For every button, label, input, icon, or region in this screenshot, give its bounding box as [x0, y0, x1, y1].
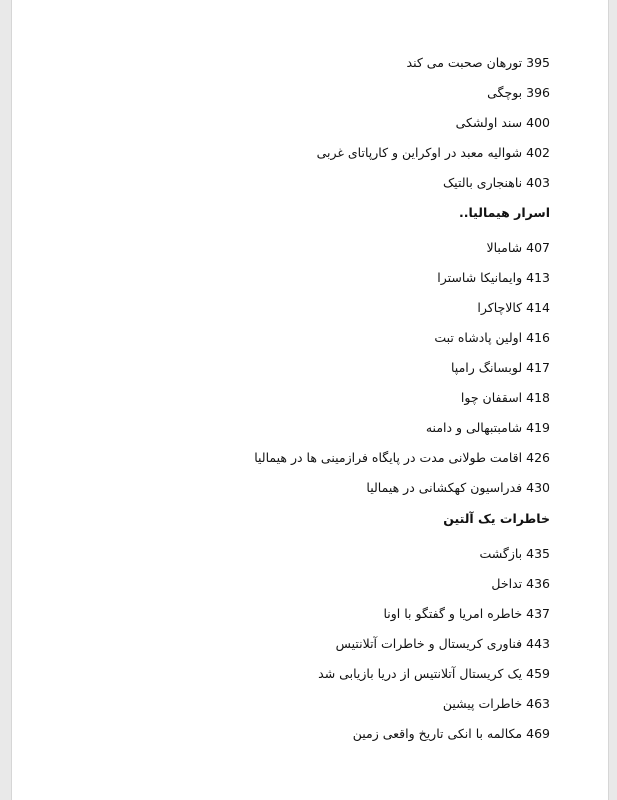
toc-page-number: 403 — [526, 175, 550, 190]
toc-entry — [486, 239, 550, 257]
toc-title: شامبتبهالی و دامنه — [425, 420, 523, 435]
toc-entry — [407, 54, 550, 72]
toc-entry — [383, 605, 550, 623]
toc-entry — [456, 114, 550, 132]
toc-entry — [434, 329, 550, 347]
toc-section-heading — [443, 510, 550, 528]
toc-entry — [477, 299, 550, 317]
toc-title: بوچگی — [487, 85, 523, 100]
toc-page-number: 437 — [526, 606, 550, 621]
toc-entry — [443, 174, 550, 192]
toc-page-number: 419 — [526, 420, 550, 435]
toc-title: ناهنجاری بالتیک — [442, 175, 523, 190]
toc-entry — [491, 575, 550, 593]
toc-entry — [317, 144, 550, 162]
toc-entry — [426, 419, 550, 437]
toc-entry — [443, 695, 550, 713]
toc-heading-title: خاطرات یک آلتین — [443, 511, 550, 526]
toc-page-number: 413 — [526, 270, 550, 285]
toc-entry — [318, 665, 550, 683]
toc-page-number: 402 — [526, 145, 550, 160]
toc-page-number: 463 — [526, 696, 550, 711]
toc-title: یک کریستال آتلانتیس از دریا بازیابی شد — [318, 666, 523, 681]
toc-page-number: 459 — [526, 666, 550, 681]
toc-page-number: 414 — [526, 300, 550, 315]
toc-entry — [479, 545, 550, 563]
toc-entry — [254, 449, 550, 467]
toc-title: لوبسانگ رامپا — [451, 360, 523, 375]
toc-title: سند اولشکی — [455, 115, 523, 130]
toc-title: فناوری کریستال و خاطرات آتلانتیس — [335, 636, 523, 651]
toc-entry — [353, 725, 550, 743]
toc-title: اسقفان چوا — [460, 390, 523, 405]
toc-title: تورهان صحبت می کند — [406, 55, 523, 70]
toc-title: کالاچاکرا — [477, 300, 523, 315]
toc-title: بازگشت — [479, 546, 523, 561]
toc-page-number: 417 — [526, 360, 550, 375]
toc-page-number: 426 — [526, 450, 550, 465]
toc-page-number: 416 — [526, 330, 550, 345]
toc-page-number: 436 — [526, 576, 550, 591]
toc-page-number: 435 — [526, 546, 550, 561]
toc-page-number: 430 — [526, 480, 550, 495]
toc-title: مکالمه با انکی تاریخ واقعی زمین — [352, 726, 523, 741]
toc-heading-title: اسرار هیمالیا.. — [458, 205, 550, 220]
toc-title: وایمانیکا شاسترا — [437, 270, 523, 285]
toc-entry — [336, 635, 550, 653]
toc-entry — [437, 269, 550, 287]
toc-page-number: 400 — [526, 115, 550, 130]
document-page — [11, 0, 609, 800]
toc-page-number: 443 — [526, 636, 550, 651]
toc-page-number: 396 — [526, 85, 550, 100]
toc-section-heading — [459, 204, 550, 222]
toc-entry — [461, 389, 550, 407]
toc-title: خاطرات پیشین — [442, 696, 523, 711]
toc-page-number: 469 — [526, 726, 550, 741]
toc-page-number: 407 — [526, 240, 550, 255]
toc-title: اولین پادشاه تبت — [434, 330, 523, 345]
toc-title: خاطره امریا و گفتگو با اونا — [383, 606, 523, 621]
toc-title: فدراسیون کهکشانی در هیمالیا — [366, 480, 523, 495]
toc-page-number: 418 — [526, 390, 550, 405]
toc-title: شوالیه معبد در اوکراین و کارپاتای غربی — [316, 145, 523, 160]
toc-entry — [487, 84, 550, 102]
toc-title: تداخل — [491, 576, 523, 591]
toc-entry — [451, 359, 550, 377]
toc-page-number: 395 — [526, 55, 550, 70]
toc-title: اقامت طولانی مدت در پایگاه فرازمینی ها در هیمالیا — [254, 450, 523, 465]
toc-entry — [366, 479, 550, 497]
toc-title: شامبالا — [486, 240, 523, 255]
table-of-contents — [12, 0, 550, 800]
